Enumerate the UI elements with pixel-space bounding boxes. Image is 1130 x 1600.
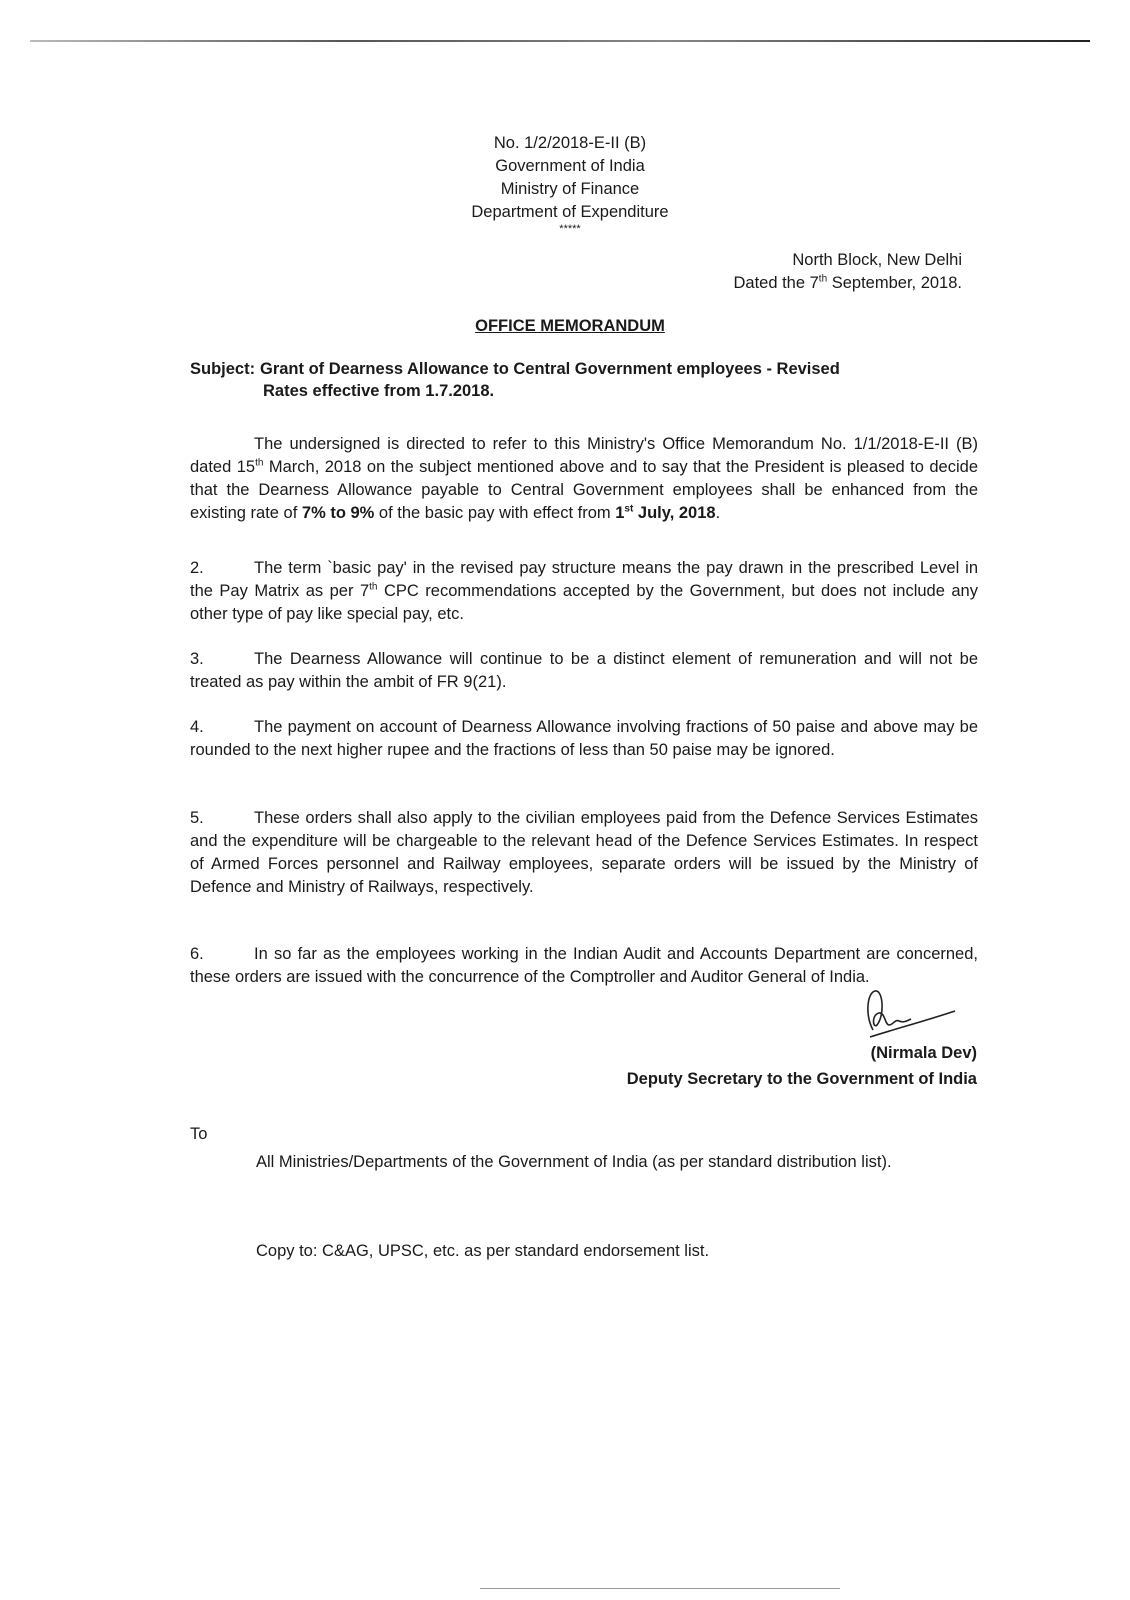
- to-address: All Ministries/Departments of the Government of India (as per standard distribution list).: [256, 1153, 892, 1171]
- paragraph-3: [190, 648, 978, 694]
- effective-date-ordinal: st: [624, 503, 634, 515]
- copy-to: Copy to: C&AG, UPSC, etc. as per standard endorsement list.: [256, 1242, 710, 1260]
- p1-sup: th: [255, 457, 264, 469]
- p3-text: The Dearness Allowance will continue to be a distinct element of remuneration and will not be treated as pay within the ambit of FR 9(21).: [190, 650, 978, 691]
- p2-text-b: CPC recommendations accepted by the Government, but does not include any other type of pay like special pay, etc.: [190, 582, 978, 623]
- separator-stars: *****: [559, 223, 581, 235]
- ministry-name: Ministry of Finance: [500, 180, 640, 198]
- para-number: 2.: [190, 559, 204, 577]
- effective-date: 1: [615, 504, 625, 522]
- p1-text-b: March, 2018 on the subject mentioned above and to say that the President is pleased to decide that the Dearness Allowance payable to Central Government employees shall be enhanced from the existing rate of: [190, 458, 978, 522]
- effective-date-rest: July, 2018: [633, 504, 716, 522]
- paragraph-2: [190, 557, 978, 626]
- p1-text: The undersigned is directed to refer to this Ministry's Office Memorandum No. 1/1/2018-E-II (B) dated 15: [190, 435, 978, 476]
- subject-line-2: Rates effective from 1.7.2018.: [263, 382, 495, 400]
- government-name: Government of India: [495, 157, 645, 175]
- p2-text: The term `basic pay' in the revised pay structure means the pay drawn in the prescribed Level in the Pay Matrix as per 7: [190, 559, 978, 600]
- signatory-name: (Nirmala Dev): [870, 1044, 977, 1062]
- p1-end: .: [715, 504, 721, 522]
- date: [733, 272, 962, 295]
- paragraph-4: [190, 716, 978, 762]
- date-text: Dated the 7: [733, 274, 819, 292]
- p5-text: These orders shall also apply to the civilian employees paid from the Defence Services Estimates and the expenditure will be chargeable to the relevant head of the Defence Services Estimates. In respect of Armed Forces personnel and Railway employees, separate orders will be issued by the Ministry of Defence and Ministry of Railways, respectively.: [190, 809, 978, 896]
- signature-icon: [855, 985, 965, 1045]
- paragraph-5: [190, 807, 978, 899]
- scan-edge-line: [30, 40, 1090, 42]
- location: North Block, New Delhi: [792, 251, 962, 269]
- paragraph-6: [190, 943, 978, 989]
- document-title: OFFICE MEMORANDUM: [475, 317, 665, 335]
- signatory-designation: Deputy Secretary to the Government of India: [626, 1070, 977, 1088]
- place-and-date: [733, 249, 962, 295]
- file-number: No. 1/2/2018-E-II (B): [493, 134, 647, 152]
- p6-text: In so far as the employees working in the Indian Audit and Accounts Department are concerned, these orders are issued with the concurrence of the Comptroller and Auditor General of India.: [190, 945, 978, 986]
- date-text-suffix: September, 2018.: [827, 274, 962, 292]
- date-ordinal: th: [818, 273, 828, 285]
- da-rate: 7% to 9%: [301, 504, 375, 522]
- to-label: To: [190, 1125, 208, 1143]
- department-name: Department of Expenditure: [471, 203, 669, 221]
- para-number: 6.: [190, 945, 204, 963]
- p1-text-c: of the basic pay with effect from: [374, 504, 616, 522]
- para-number: 4.: [190, 718, 204, 736]
- paragraph-1: [190, 433, 978, 525]
- letterhead: [0, 132, 1130, 234]
- para-number: 5.: [190, 809, 204, 827]
- p2-sup: th: [369, 581, 378, 593]
- scan-edge-line-bottom: [480, 1588, 840, 1589]
- subject-line-1: Grant of Dearness Allowance to Central Government employees - Revised: [260, 360, 840, 378]
- p4-text: The payment on account of Dearness Allowance involving fractions of 50 paise and above may be rounded to the next higher rupee and the fractions of less than 50 paise may be ignored.: [190, 718, 978, 759]
- subject-label: Subject:: [190, 360, 256, 378]
- subject-block: [190, 358, 980, 402]
- para-number: 3.: [190, 650, 204, 668]
